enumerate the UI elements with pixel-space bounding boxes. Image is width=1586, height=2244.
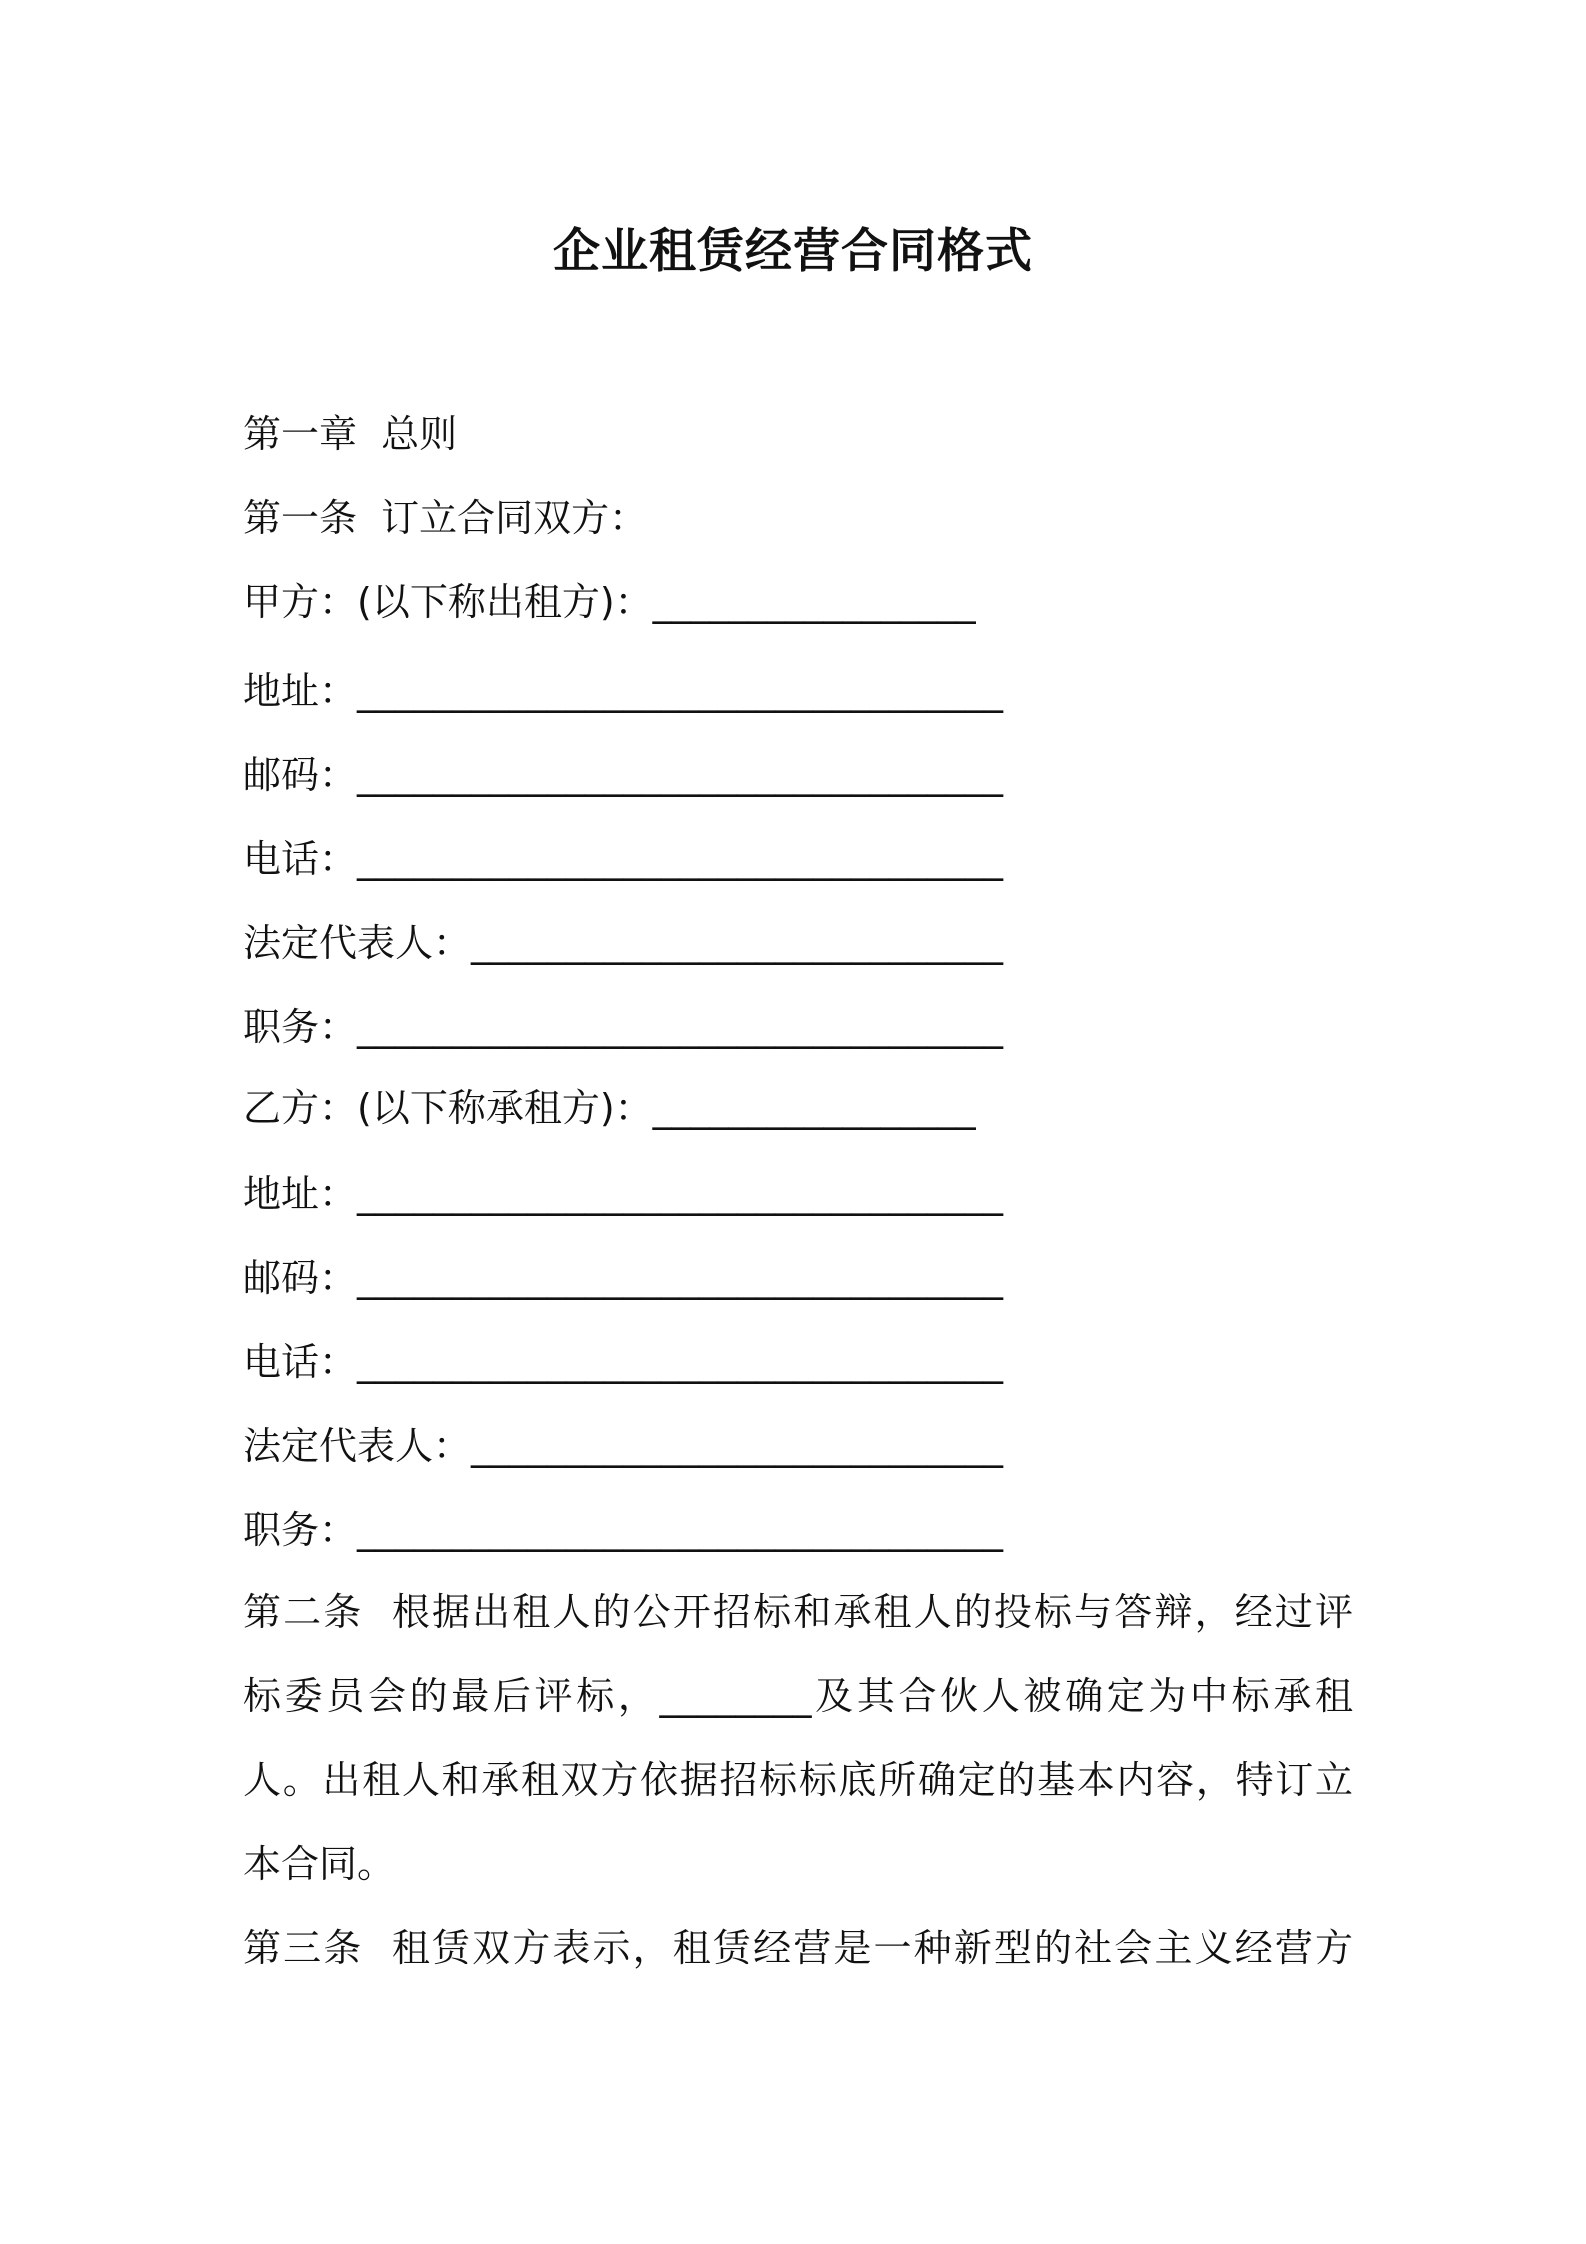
party-b-legal-rep: 法定代表人：____________________________ bbox=[243, 1424, 1004, 1468]
party-a-address: 地址：__________________________________ bbox=[243, 669, 1004, 713]
party-b-position: 职务：__________________________________ bbox=[243, 1508, 1004, 1552]
party-a-postcode: 邮码：__________________________________ bbox=[243, 753, 1004, 797]
party-b-label: 乙方：(以下称承租方)：_________________ bbox=[243, 1086, 976, 1130]
document-title: 企业租赁经营合同格式 bbox=[553, 224, 1033, 279]
article-2-line-2: 标委员会的最后评标，________及其合伙人被确定为中标承租 bbox=[243, 1674, 1353, 1718]
party-a-phone: 电话：__________________________________ bbox=[243, 837, 1004, 881]
article-2-line-3: 人。出租人和承租双方依据招标标底所确定的基本内容，特订立 bbox=[243, 1758, 1353, 1802]
party-a-legal-rep: 法定代表人：____________________________ bbox=[243, 921, 1004, 965]
article-1-heading: 第一条 订立合同双方： bbox=[243, 496, 648, 540]
chapter-heading: 第一章 总则 bbox=[243, 412, 458, 456]
party-b-address: 地址：__________________________________ bbox=[243, 1172, 1004, 1216]
article-3-line-1: 第三条 租赁双方表示，租赁经营是一种新型的社会主义经营方 bbox=[243, 1926, 1353, 1970]
article-2-line-1: 第二条 根据出租人的公开招标和承租人的投标与答辩，经过评 bbox=[243, 1590, 1353, 1634]
party-b-phone: 电话：__________________________________ bbox=[243, 1340, 1004, 1384]
party-b-postcode: 邮码：__________________________________ bbox=[243, 1256, 1004, 1300]
party-a-label: 甲方：(以下称出租方)：_________________ bbox=[243, 580, 976, 624]
party-a-position: 职务：__________________________________ bbox=[243, 1005, 1004, 1049]
article-2-line-4: 本合同。 bbox=[243, 1842, 396, 1886]
